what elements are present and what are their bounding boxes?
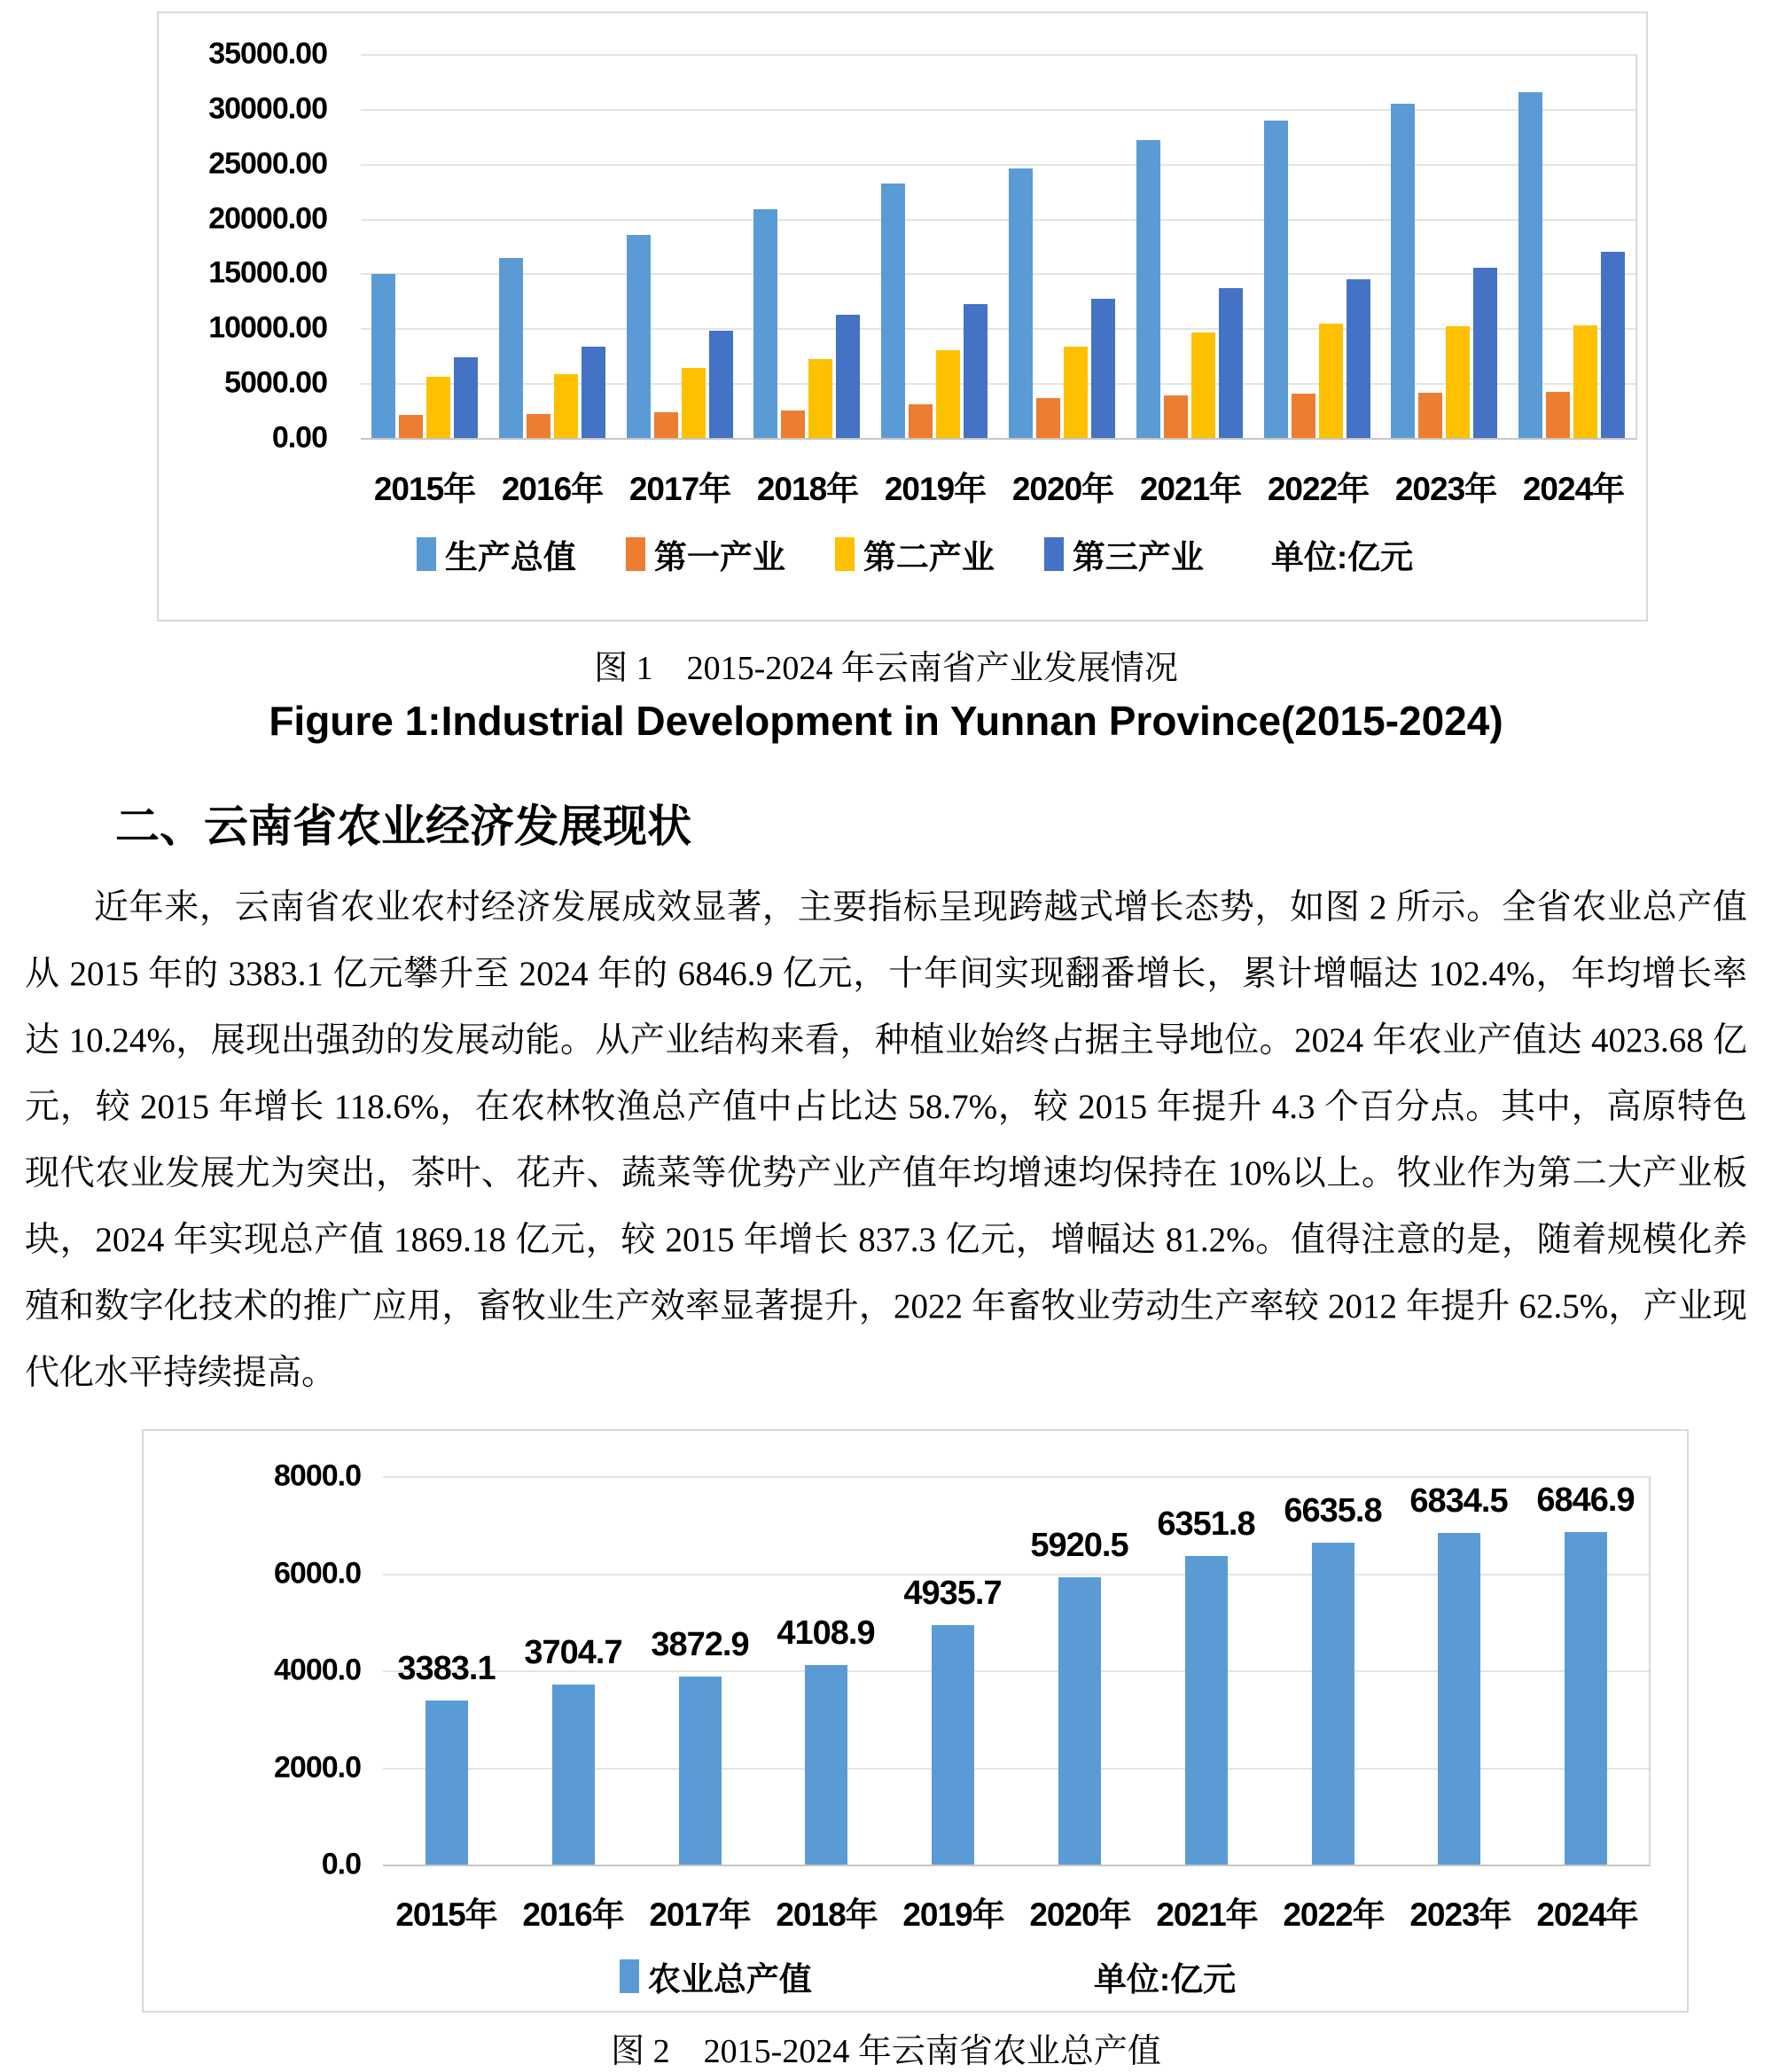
- bar: [426, 377, 450, 438]
- bar: [881, 184, 905, 438]
- y-tick-label: 0.00: [271, 420, 327, 455]
- bar: [1219, 288, 1243, 438]
- bar-value-label: 5920.5: [1030, 1527, 1128, 1564]
- bar-value-label: 6846.9: [1536, 1482, 1635, 1519]
- x-axis-label: 2020年: [1029, 1896, 1131, 1933]
- bar-value-label: 4935.7: [903, 1575, 1002, 1612]
- bar: [1438, 1533, 1480, 1865]
- bar: [932, 1625, 974, 1865]
- figure1-caption-zh: 图 1 2015-2024 年云南省产业发展情况: [594, 650, 1178, 687]
- bar-group: [889, 1476, 1016, 1865]
- bar: [1164, 395, 1188, 438]
- figure2-y-axis: [144, 1458, 370, 1881]
- x-axis-label: 2021年: [1139, 471, 1242, 507]
- legend-item: [620, 1952, 812, 2000]
- x-axis-label: 2017年: [628, 471, 731, 507]
- bar: [1446, 326, 1470, 438]
- bar-value-label: 4108.9: [777, 1615, 875, 1652]
- figure1-x-axis: [361, 462, 1637, 510]
- bar: [679, 1677, 722, 1865]
- bar: [909, 404, 933, 438]
- bar-value-label: 3872.9: [651, 1626, 749, 1663]
- bar: [627, 235, 651, 438]
- bar-group: [1016, 1476, 1143, 1865]
- bar: [399, 415, 423, 438]
- bar: [1091, 299, 1115, 438]
- legend-label: 第二产业: [863, 539, 995, 575]
- bar: [1009, 168, 1033, 438]
- x-axis-label: 2018年: [756, 471, 859, 507]
- bar: [1565, 1532, 1607, 1865]
- bar: [805, 1665, 847, 1865]
- figure2-legend-items: [595, 1952, 837, 2000]
- y-tick-label: 15000.00: [208, 255, 327, 290]
- legend-label: 生产总值: [444, 539, 576, 575]
- figure1-chart: [157, 12, 1648, 622]
- bar-group: [1508, 54, 1635, 438]
- y-tick-label: 6000.0: [274, 1556, 361, 1591]
- bar: [1292, 394, 1315, 438]
- bar-group: [1380, 54, 1508, 438]
- bar: [582, 347, 605, 438]
- figure2-legend: [144, 1952, 1687, 2000]
- bar-group: [361, 54, 488, 438]
- bar-group: [1143, 1476, 1269, 1865]
- figure1-y-axis: [159, 36, 336, 455]
- x-axis-label: 2024年: [1536, 1896, 1638, 1933]
- x-axis-label: 2016年: [501, 471, 604, 507]
- y-tick-label: 10000.00: [208, 310, 327, 345]
- legend-item: [626, 530, 785, 578]
- bar-value-label: 6834.5: [1409, 1482, 1508, 1520]
- y-tick-label: 0.0: [321, 1847, 361, 1881]
- y-tick-label: 8000.0: [274, 1458, 361, 1493]
- legend-swatch-icon: [417, 537, 436, 571]
- x-axis-label: 2022年: [1283, 1896, 1385, 1933]
- bar-group: [1253, 54, 1381, 438]
- x-axis-label: 2023年: [1409, 1896, 1511, 1933]
- x-axis-label: 2023年: [1394, 471, 1497, 507]
- x-axis-label: 2016年: [522, 1896, 624, 1933]
- x-axis-label: 2019年: [902, 1896, 1004, 1933]
- bar: [554, 374, 578, 438]
- bar: [1391, 104, 1415, 438]
- bar: [527, 414, 550, 438]
- body-paragraph: 近年来，云南省农业农村经济发展成效显著，主要指标呈现跨越式增长态势，如图 2 所示。全省农业总产值从 2015 年的 3383.1 亿元攀升至 2024 年的 6846.9 亿元，十年间实现翻番增长，累计增幅达 102.4%，年均增长率达 10.24%，展现出强劲的发展动能。从产业结构来看，种植业始终占据主导地位。2024 年农业产值达 4023.68 亿元，较 2015 年增长 118.6%，在农林牧渔总产值中占比达 58.7%，较 2015 年提升 4.3 个百分点。其中，高原特色现代农业发展尤为突出，茶叶、花卉、蔬菜等优势产业产值年均增速均保持在 10%以上。牧业作为第二大产业板块，2024 年实现总产值 1869.18 亿元，较 2015 年增长 837.3 亿元，增幅达 81.2%。值得注意的是，随着规模化养殖和数字化技术的推广应用，畜牧业生产效率显著提升，2022 年畜牧业劳动生产率较 2012 年提升 62.5%，产业现代化水平持续提高。: [25, 888, 1747, 1392]
- legend-item: [835, 530, 995, 578]
- bar: [682, 368, 706, 438]
- bar: [1347, 279, 1370, 438]
- bar-group: [636, 1476, 763, 1865]
- bar-group: [510, 1476, 636, 1865]
- figure1-legend: [159, 530, 1646, 578]
- bar: [454, 357, 478, 438]
- bar: [1312, 1543, 1354, 1865]
- bar: [1319, 324, 1343, 438]
- bar-value-label: 6635.8: [1284, 1492, 1382, 1529]
- bar-value-label: 3704.7: [524, 1634, 622, 1671]
- y-tick-label: 30000.00: [208, 91, 327, 126]
- y-tick-label: 35000.00: [208, 36, 327, 71]
- bar: [1573, 325, 1597, 438]
- figure1-legend-items: [392, 530, 1229, 578]
- legend-swatch-icon: [620, 1959, 639, 1993]
- bar: [1191, 332, 1215, 438]
- y-tick-label: 4000.0: [274, 1653, 361, 1687]
- bar-group: [1269, 1476, 1396, 1865]
- figure2-unit-label: 单位:亿元: [1093, 1961, 1237, 1998]
- legend-swatch-icon: [1044, 537, 1064, 571]
- figure2-x-axis: [383, 1888, 1651, 1935]
- figure2-plot-area: [383, 1476, 1651, 1866]
- legend-label: 第三产业: [1072, 539, 1204, 575]
- legend-label: 农业总产值: [647, 1961, 812, 1998]
- figure2-caption-zh: 图 2 2015-2024 年云南省农业总产值: [611, 2033, 1161, 2070]
- x-axis-label: 2015年: [395, 1896, 497, 1933]
- legend-swatch-icon: [835, 537, 855, 571]
- bar-group: [1395, 1476, 1522, 1865]
- y-tick-label: 25000.00: [208, 146, 327, 181]
- bar: [1185, 1556, 1228, 1865]
- x-axis-label: 2018年: [776, 1896, 878, 1933]
- y-tick-label: 5000.00: [224, 365, 327, 400]
- bar: [425, 1701, 468, 1865]
- bar: [371, 274, 395, 438]
- bar-group: [1126, 54, 1253, 438]
- x-axis-label: 2024年: [1522, 471, 1625, 507]
- bar: [1058, 1577, 1101, 1865]
- bar: [552, 1685, 595, 1865]
- bar: [1518, 92, 1542, 438]
- bar-group: [616, 54, 744, 438]
- figure1-caption-en: Figure 1:Industrial Development in Yunnan Province(2015-2024): [269, 698, 1503, 744]
- legend-swatch-icon: [626, 537, 645, 571]
- bar: [1064, 347, 1088, 438]
- section-heading: 二、云南省农业经济发展现状: [115, 801, 691, 851]
- x-axis-label: 2020年: [1011, 471, 1114, 507]
- bar: [1036, 398, 1060, 438]
- x-axis-label: 2017年: [649, 1896, 751, 1933]
- bar-group: [762, 1476, 889, 1865]
- x-axis-label: 2015年: [373, 471, 476, 507]
- y-tick-label: 20000.00: [208, 201, 327, 236]
- bar-group: [1522, 1476, 1649, 1865]
- figure1-unit-label: 单位:亿元: [1270, 539, 1414, 575]
- legend-item: [417, 530, 576, 578]
- bar: [1601, 252, 1625, 438]
- x-axis-label: 2021年: [1156, 1896, 1258, 1933]
- bar: [709, 331, 733, 438]
- x-axis-label: 2019年: [884, 471, 987, 507]
- bar: [753, 209, 777, 438]
- y-tick-label: 2000.0: [274, 1750, 361, 1785]
- bar-group: [998, 54, 1126, 438]
- figure1-plot-area: [361, 54, 1637, 440]
- bar: [499, 258, 523, 438]
- bar-group: [488, 54, 616, 438]
- bar: [1264, 121, 1288, 438]
- bar-value-label: 3383.1: [397, 1650, 496, 1687]
- bar: [1473, 268, 1497, 438]
- bar-value-label: 6351.8: [1157, 1505, 1255, 1543]
- bar: [836, 315, 860, 438]
- figure2-chart: [142, 1429, 1689, 2013]
- bar: [781, 410, 805, 438]
- x-axis-label: 2022年: [1267, 471, 1370, 507]
- bar: [654, 412, 678, 438]
- legend-item: [1044, 530, 1204, 578]
- bar: [1418, 393, 1442, 438]
- bar: [1136, 140, 1160, 438]
- bar: [1546, 392, 1570, 438]
- bar-group: [383, 1476, 510, 1865]
- bar: [808, 359, 832, 438]
- bar-group: [743, 54, 870, 438]
- bar: [964, 304, 987, 438]
- bar: [936, 350, 960, 438]
- legend-label: 第一产业: [653, 539, 785, 575]
- bar-group: [870, 54, 998, 438]
